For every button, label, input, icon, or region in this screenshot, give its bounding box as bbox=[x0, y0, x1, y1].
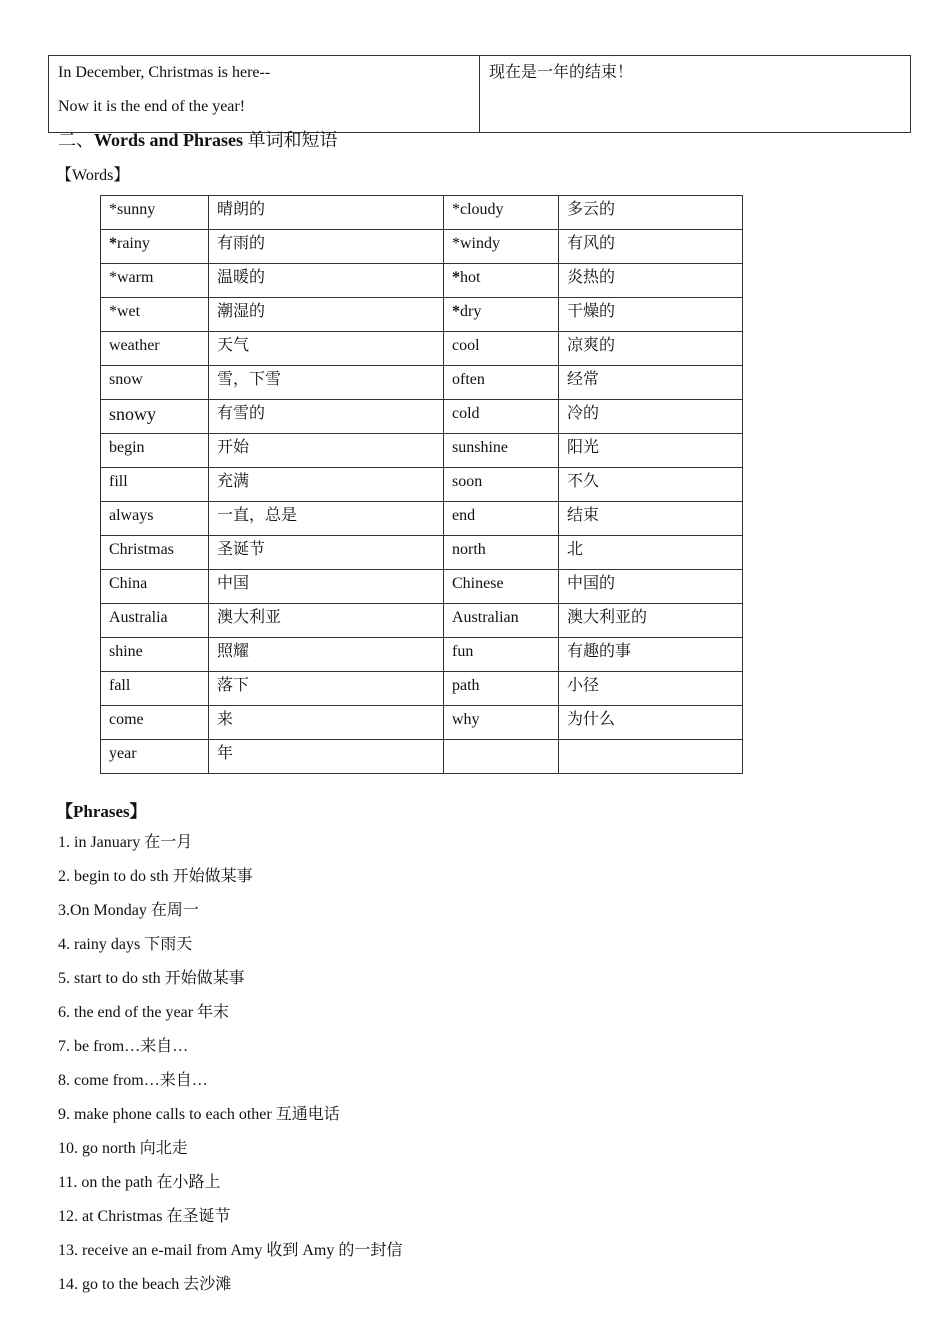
intro-english-line-1: In December, Christmas is here-- bbox=[58, 64, 271, 81]
word-cell bbox=[444, 298, 559, 332]
meaning-cell bbox=[209, 264, 444, 298]
word-cell bbox=[444, 740, 559, 774]
phrase-item: 5. start to do sth 开始做某事 bbox=[58, 970, 245, 987]
meaning-text: 炎热的 bbox=[567, 269, 616, 286]
word-cell bbox=[101, 366, 209, 400]
word-text: Chinese bbox=[452, 575, 504, 592]
star-marker: * bbox=[452, 303, 460, 320]
intro-chinese-text: 现在是一年的结束！ bbox=[489, 64, 634, 81]
meaning-cell bbox=[209, 706, 444, 740]
table-row bbox=[101, 230, 743, 264]
meaning-cell bbox=[559, 638, 743, 672]
word-text: wet bbox=[117, 303, 141, 320]
meaning-cell bbox=[559, 468, 743, 502]
table-row bbox=[101, 468, 743, 502]
intro-english-cell bbox=[49, 56, 480, 133]
word-text: sunny bbox=[117, 201, 156, 218]
meaning-text: 中国 bbox=[217, 575, 250, 592]
word-text: cold bbox=[452, 405, 480, 422]
word-text: always bbox=[109, 507, 154, 524]
meaning-cell bbox=[559, 570, 743, 604]
phrase-item: 10. go north 向北走 bbox=[58, 1140, 188, 1157]
meaning-cell bbox=[209, 332, 444, 366]
word-cell bbox=[444, 638, 559, 672]
word-cell bbox=[444, 536, 559, 570]
meaning-text: 照耀 bbox=[217, 643, 250, 660]
table-row bbox=[101, 638, 743, 672]
word-cell bbox=[444, 434, 559, 468]
word-cell bbox=[444, 604, 559, 638]
word-text: begin bbox=[109, 439, 145, 456]
star-marker: * bbox=[452, 235, 460, 252]
meaning-cell bbox=[209, 740, 444, 774]
meaning-cell bbox=[209, 298, 444, 332]
meaning-cell bbox=[559, 604, 743, 638]
meaning-cell bbox=[559, 298, 743, 332]
word-text: Australian bbox=[452, 609, 519, 626]
table-row bbox=[101, 196, 743, 230]
meaning-cell bbox=[209, 196, 444, 230]
meaning-text: 小径 bbox=[567, 677, 600, 694]
meaning-cell bbox=[559, 332, 743, 366]
meaning-cell bbox=[559, 536, 743, 570]
table-row bbox=[101, 502, 743, 536]
word-text: fall bbox=[109, 677, 131, 694]
word-text: year bbox=[109, 745, 137, 762]
meaning-text: 不久 bbox=[567, 473, 600, 490]
meaning-cell bbox=[559, 672, 743, 706]
meaning-text: 有雪的 bbox=[217, 405, 266, 422]
meaning-cell bbox=[209, 604, 444, 638]
meaning-text: 澳大利亚 bbox=[217, 609, 282, 626]
word-cell bbox=[444, 196, 559, 230]
word-text: snow bbox=[109, 371, 143, 388]
word-text: end bbox=[452, 507, 476, 524]
phrases-label: 【Phrases】 bbox=[56, 802, 147, 821]
star-marker: * bbox=[109, 201, 117, 218]
word-text: fun bbox=[452, 643, 474, 660]
meaning-text: 充满 bbox=[217, 473, 250, 490]
meaning-text: 阳光 bbox=[567, 439, 600, 456]
meaning-cell bbox=[209, 468, 444, 502]
word-cell bbox=[444, 672, 559, 706]
star-marker: * bbox=[109, 269, 117, 286]
phrase-item: 3.On Monday 在周一 bbox=[58, 902, 199, 919]
word-cell bbox=[101, 536, 209, 570]
table-row bbox=[101, 400, 743, 434]
word-text: Australia bbox=[109, 609, 168, 626]
word-text: path bbox=[452, 677, 480, 694]
phrase-item: 8. come from…来自… bbox=[58, 1072, 208, 1089]
meaning-cell bbox=[559, 264, 743, 298]
phrase-item: 12. at Christmas 在圣诞节 bbox=[58, 1208, 231, 1225]
meaning-cell bbox=[559, 740, 743, 774]
word-text: dry bbox=[460, 303, 482, 320]
meaning-cell bbox=[559, 706, 743, 740]
word-text: rainy bbox=[117, 235, 150, 252]
meaning-text: 来 bbox=[217, 711, 234, 728]
words-label: 【Words】 bbox=[56, 167, 130, 184]
meaning-text: 凉爽的 bbox=[567, 337, 616, 354]
word-cell bbox=[444, 230, 559, 264]
meaning-text: 落下 bbox=[217, 677, 250, 694]
meaning-text: 雪，下雪 bbox=[217, 371, 282, 388]
meaning-text: 干燥的 bbox=[567, 303, 616, 320]
meaning-text: 开始 bbox=[217, 439, 250, 456]
word-cell bbox=[101, 264, 209, 298]
word-cell bbox=[101, 434, 209, 468]
meaning-cell bbox=[209, 434, 444, 468]
word-text: warm bbox=[117, 269, 154, 286]
meaning-text: 结束 bbox=[567, 507, 600, 524]
word-cell bbox=[444, 400, 559, 434]
word-cell bbox=[101, 400, 209, 434]
star-marker: * bbox=[452, 201, 460, 218]
meaning-cell bbox=[209, 536, 444, 570]
section-title-cn: 单词和短语 bbox=[243, 130, 338, 150]
phrase-item: 6. the end of the year 年末 bbox=[58, 1004, 230, 1021]
phrase-item: 1. in January 在一月 bbox=[58, 834, 193, 851]
word-text: China bbox=[109, 575, 148, 592]
word-cell bbox=[101, 196, 209, 230]
meaning-text: 有风的 bbox=[567, 235, 616, 252]
word-cell bbox=[101, 570, 209, 604]
meaning-text: 年 bbox=[217, 745, 234, 762]
word-cell bbox=[101, 706, 209, 740]
table-row bbox=[101, 706, 743, 740]
star-marker: * bbox=[452, 269, 460, 286]
meaning-text: 有趣的事 bbox=[567, 643, 632, 660]
word-cell bbox=[444, 570, 559, 604]
phrase-item: 13. receive an e-mail from Amy 收到 Amy 的一封信 bbox=[58, 1242, 403, 1259]
table-row bbox=[101, 536, 743, 570]
phrase-item: 11. on the path 在小路上 bbox=[58, 1174, 221, 1191]
table-row bbox=[101, 740, 743, 774]
phrase-item: 9. make phone calls to each other 互通电话 bbox=[58, 1106, 340, 1123]
table-row bbox=[101, 366, 743, 400]
meaning-cell bbox=[209, 366, 444, 400]
word-text: cool bbox=[452, 337, 480, 354]
meaning-cell bbox=[559, 400, 743, 434]
meaning-text: 北 bbox=[567, 541, 584, 558]
word-cell bbox=[101, 468, 209, 502]
word-cell bbox=[444, 332, 559, 366]
phrase-item: 7. be from…来自… bbox=[58, 1038, 189, 1055]
meaning-text: 中国的 bbox=[567, 575, 616, 592]
word-cell bbox=[101, 672, 209, 706]
meaning-text: 潮湿的 bbox=[217, 303, 266, 320]
word-cell bbox=[101, 298, 209, 332]
word-text: soon bbox=[452, 473, 483, 490]
table-row bbox=[101, 672, 743, 706]
meaning-cell bbox=[209, 638, 444, 672]
word-cell bbox=[101, 638, 209, 672]
meaning-cell bbox=[559, 230, 743, 264]
word-cell bbox=[101, 740, 209, 774]
word-cell bbox=[101, 230, 209, 264]
table-row bbox=[101, 570, 743, 604]
word-cell bbox=[444, 264, 559, 298]
meaning-cell bbox=[559, 366, 743, 400]
word-text: windy bbox=[460, 235, 500, 252]
phrases-list bbox=[58, 832, 402, 1308]
intro-table bbox=[48, 55, 911, 133]
intro-chinese-cell bbox=[480, 56, 911, 133]
word-cell bbox=[444, 706, 559, 740]
word-text: north bbox=[452, 541, 486, 558]
meaning-text: 天气 bbox=[217, 337, 250, 354]
meaning-cell bbox=[559, 502, 743, 536]
meaning-cell bbox=[559, 196, 743, 230]
phrase-item: 14. go to the beach 去沙滩 bbox=[58, 1276, 232, 1293]
section-prefix: 二、 bbox=[58, 130, 94, 150]
word-text: often bbox=[452, 371, 485, 388]
word-text: snowy bbox=[109, 404, 157, 424]
word-text: come bbox=[109, 711, 144, 728]
table-row bbox=[101, 264, 743, 298]
phrase-item: 2. begin to do sth 开始做某事 bbox=[58, 868, 253, 885]
meaning-cell bbox=[209, 400, 444, 434]
word-text: why bbox=[452, 711, 480, 728]
star-marker: * bbox=[109, 235, 117, 252]
word-cell bbox=[101, 604, 209, 638]
meaning-text: 一直，总是 bbox=[217, 507, 298, 524]
intro-english-line-2: Now it is the end of the year! bbox=[58, 98, 246, 115]
meaning-text: 澳大利亚的 bbox=[567, 609, 648, 626]
star-marker: * bbox=[109, 303, 117, 320]
meaning-text: 圣诞节 bbox=[217, 541, 266, 558]
meaning-cell bbox=[209, 672, 444, 706]
table-row bbox=[101, 434, 743, 468]
meaning-text: 温暖的 bbox=[217, 269, 266, 286]
meaning-text: 经常 bbox=[567, 371, 600, 388]
meaning-text: 有雨的 bbox=[217, 235, 266, 252]
meaning-text: 多云的 bbox=[567, 201, 616, 218]
words-table bbox=[100, 195, 743, 774]
table-row bbox=[101, 332, 743, 366]
word-cell bbox=[444, 502, 559, 536]
meaning-cell bbox=[209, 570, 444, 604]
phrase-item: 4. rainy days 下雨天 bbox=[58, 936, 193, 953]
meaning-cell bbox=[209, 230, 444, 264]
word-text: sunshine bbox=[452, 439, 508, 456]
meaning-text: 晴朗的 bbox=[217, 201, 266, 218]
meaning-text: 冷的 bbox=[567, 405, 600, 422]
meaning-text: 为什么 bbox=[567, 711, 616, 728]
meaning-cell bbox=[209, 502, 444, 536]
section-title-bold: Words and Phrases bbox=[94, 130, 244, 150]
word-text: fill bbox=[109, 473, 128, 490]
word-text: shine bbox=[109, 643, 143, 660]
word-cell bbox=[101, 502, 209, 536]
table-row bbox=[101, 298, 743, 332]
word-cell bbox=[101, 332, 209, 366]
word-text: hot bbox=[460, 269, 481, 286]
word-cell bbox=[444, 366, 559, 400]
meaning-cell bbox=[559, 434, 743, 468]
word-cell bbox=[444, 468, 559, 502]
word-text: Christmas bbox=[109, 541, 174, 558]
table-row bbox=[101, 604, 743, 638]
section-title bbox=[58, 126, 338, 152]
word-text: weather bbox=[109, 337, 160, 354]
word-text: cloudy bbox=[460, 201, 504, 218]
